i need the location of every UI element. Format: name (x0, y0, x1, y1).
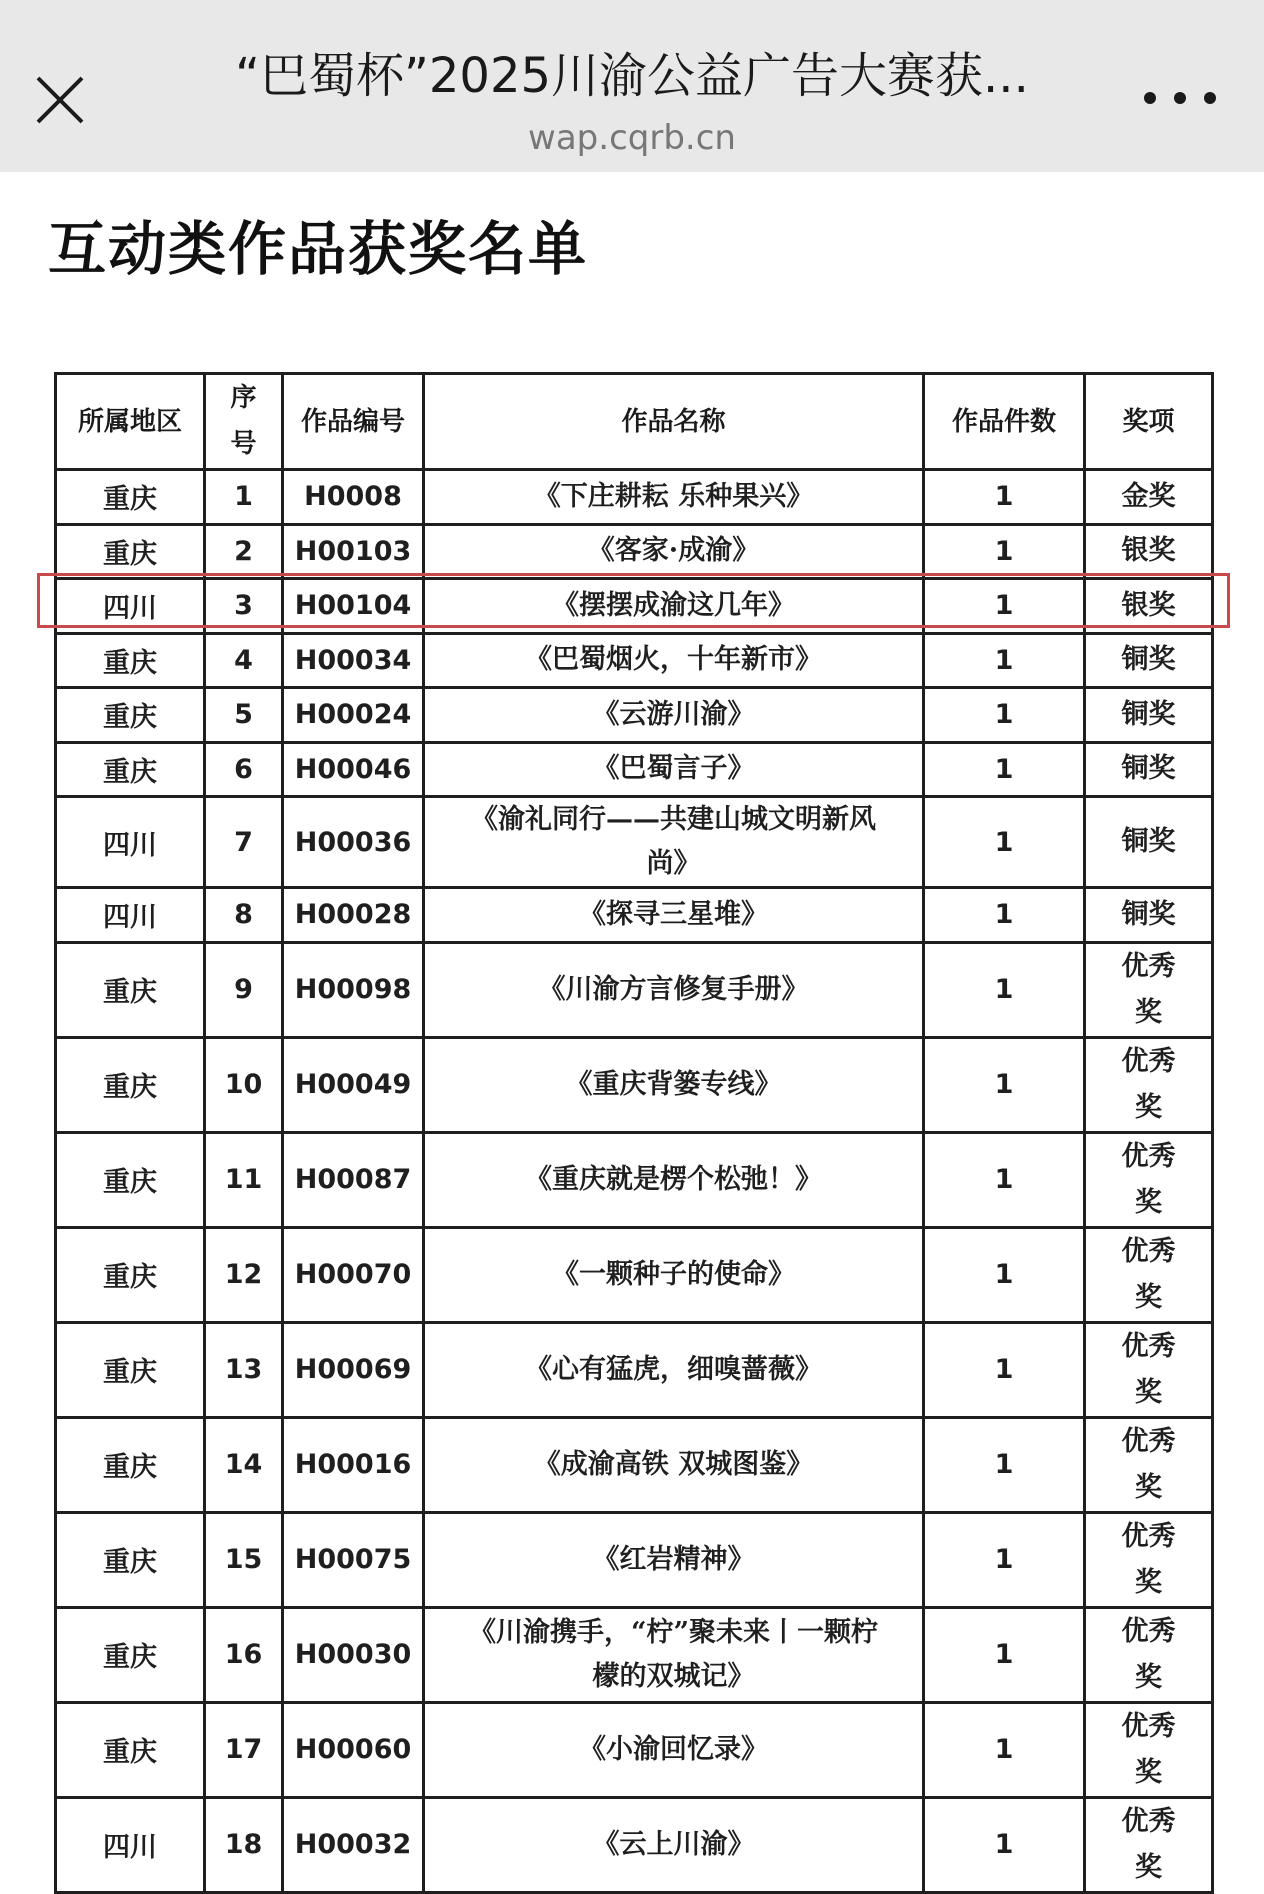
cell-region (56, 524, 205, 579)
cell-award-text: 铜奖 (1121, 698, 1176, 730)
cell-code-text: H00087 (294, 1164, 412, 1195)
cell-region (56, 1037, 205, 1132)
cell-title-text: 《川渝携手，“柠”聚未来丨一颗柠檬的双城记》 (468, 1616, 879, 1692)
cell-code (283, 888, 424, 943)
cell-serial (205, 1037, 283, 1132)
cell-award (1085, 688, 1213, 743)
cell-count-text: 1 (994, 1164, 1014, 1195)
cell-count (924, 688, 1085, 743)
cell-region (56, 470, 205, 525)
cell-region (56, 688, 205, 743)
cell-serial-text: 18 (224, 1829, 263, 1860)
cell-code-text: H00028 (294, 899, 412, 931)
cell-award (1085, 942, 1213, 1037)
cell-serial (205, 1417, 283, 1512)
awards-table (54, 372, 1214, 1894)
cell-title (424, 1702, 924, 1797)
cell-title (424, 579, 924, 634)
cell-award (1085, 797, 1213, 888)
cell-serial-text: 2 (234, 535, 253, 567)
cell-code-text: H00069 (294, 1354, 412, 1385)
cell-award-text: 优秀奖 (1121, 1710, 1176, 1788)
cell-region-text: 重庆 (103, 702, 157, 734)
cell-region-text: 重庆 (103, 1737, 157, 1768)
cell-count-text: 1 (994, 1639, 1014, 1670)
cell-title (424, 1132, 924, 1227)
cell-serial-text: 3 (234, 590, 253, 622)
cell-award (1085, 1322, 1213, 1417)
cell-code (283, 579, 424, 634)
cell-title (424, 470, 924, 525)
cell-count-text: 1 (994, 1354, 1014, 1385)
cell-serial (205, 1512, 283, 1607)
cell-region (56, 942, 205, 1037)
cell-count-text: 1 (994, 535, 1014, 567)
table-row (56, 942, 1213, 1037)
cell-serial-text: 7 (234, 826, 253, 858)
cell-serial-text: 9 (234, 974, 253, 1005)
cell-code-text: H00046 (294, 753, 412, 785)
header-code: 作品编号 (283, 374, 424, 470)
cell-award-text: 优秀奖 (1121, 1425, 1176, 1503)
cell-serial-text: 10 (224, 1069, 263, 1100)
cell-count-text: 1 (994, 826, 1014, 858)
cell-count (924, 1132, 1085, 1227)
cell-count-text: 1 (994, 974, 1014, 1005)
cell-region (56, 1227, 205, 1322)
cell-region-text: 重庆 (103, 1357, 157, 1388)
cell-region-text: 重庆 (103, 1072, 157, 1103)
cell-serial (205, 1227, 283, 1322)
cell-award-text: 铜奖 (1121, 753, 1176, 785)
cell-region (56, 888, 205, 943)
cell-region (56, 1132, 205, 1227)
browser-top-bar (0, 0, 1264, 172)
cell-region-text: 重庆 (103, 538, 157, 570)
cell-serial-text: 8 (234, 899, 253, 931)
cell-code (283, 1322, 424, 1417)
cell-count-text: 1 (994, 1544, 1014, 1575)
cell-award (1085, 1607, 1213, 1702)
cell-region-text: 重庆 (103, 1642, 157, 1673)
cell-serial-text: 11 (224, 1164, 263, 1195)
cell-code (283, 797, 424, 888)
cell-serial-text: 16 (224, 1639, 263, 1670)
cell-title (424, 1417, 924, 1512)
cell-code-text: H00016 (294, 1449, 412, 1480)
cell-region-text: 重庆 (103, 1167, 157, 1198)
cell-award (1085, 1132, 1213, 1227)
header-award: 奖项 (1085, 374, 1213, 470)
cell-serial (205, 797, 283, 888)
more-dot (1174, 92, 1186, 104)
table-row (56, 1322, 1213, 1417)
cell-count (924, 633, 1085, 688)
cell-award (1085, 742, 1213, 797)
cell-award-text: 金奖 (1121, 480, 1176, 512)
cell-region (56, 1417, 205, 1512)
cell-region (56, 1322, 205, 1417)
close-icon[interactable] (30, 62, 90, 134)
cell-serial (205, 1322, 283, 1417)
cell-award-text: 优秀奖 (1121, 1140, 1176, 1218)
cell-title-text: 《巴蜀烟火，十年新市》 (525, 644, 822, 676)
cell-count (924, 797, 1085, 888)
cell-title (424, 1322, 924, 1417)
cell-award (1085, 1417, 1213, 1512)
table-row (56, 688, 1213, 743)
table-row (56, 579, 1213, 634)
cell-region-text: 重庆 (103, 977, 157, 1008)
cell-serial (205, 888, 283, 943)
page-domain: wap.cqrb.cn (528, 118, 736, 158)
cell-count-text: 1 (994, 1069, 1014, 1100)
cell-count-text: 1 (994, 1259, 1014, 1290)
cell-count (924, 942, 1085, 1037)
cell-code-text: H00024 (294, 699, 412, 731)
cell-region-text: 重庆 (103, 756, 157, 788)
cell-code (283, 1702, 424, 1797)
cell-region (56, 797, 205, 888)
cell-count (924, 579, 1085, 634)
header-region: 所属地区 (56, 374, 205, 470)
cell-award-text: 优秀奖 (1121, 1330, 1176, 1408)
cell-region-text: 重庆 (103, 1262, 157, 1293)
cell-title (424, 1037, 924, 1132)
cell-serial (205, 1132, 283, 1227)
table-row (56, 470, 1213, 525)
cell-code-text: H00032 (294, 1829, 412, 1860)
cell-code (283, 942, 424, 1037)
cell-serial-text: 15 (224, 1544, 263, 1575)
cell-award-text: 优秀奖 (1121, 1615, 1176, 1693)
cell-award-text: 银奖 (1121, 535, 1176, 567)
cell-code (283, 1037, 424, 1132)
cell-award-text: 银奖 (1121, 589, 1176, 621)
cell-region-text: 四川 (103, 902, 157, 934)
cell-region (56, 742, 205, 797)
cell-serial (205, 579, 283, 634)
cell-count (924, 1607, 1085, 1702)
table-row (56, 1227, 1213, 1322)
cell-code-text: H00070 (294, 1259, 412, 1290)
cell-code (283, 1512, 424, 1607)
cell-award (1085, 633, 1213, 688)
cell-title-text: 《川渝方言修复手册》 (538, 973, 809, 1005)
cell-count (924, 1227, 1085, 1322)
table-row (56, 633, 1213, 688)
cell-award (1085, 1037, 1213, 1132)
cell-count (924, 1512, 1085, 1607)
cell-award (1085, 888, 1213, 943)
more-dot (1144, 92, 1156, 104)
table-row (56, 1512, 1213, 1607)
cell-region-text: 重庆 (103, 484, 157, 516)
cell-code-text: H00030 (294, 1639, 412, 1670)
header-serial-text: 序号 (230, 383, 257, 459)
cell-count (924, 524, 1085, 579)
cell-serial (205, 742, 283, 797)
cell-title-text: 《红岩精神》 (592, 1543, 755, 1575)
cell-region-text: 重庆 (103, 1547, 157, 1578)
cell-title-text: 《探寻三星堆》 (579, 898, 768, 930)
cell-code-text: H00075 (294, 1544, 412, 1575)
cell-award (1085, 1512, 1213, 1607)
cell-serial (205, 1797, 283, 1892)
table-row (56, 1417, 1213, 1512)
cell-region (56, 1512, 205, 1607)
cell-serial-text: 4 (234, 644, 253, 676)
cell-code (283, 1417, 424, 1512)
cell-serial (205, 942, 283, 1037)
cell-count-text: 1 (994, 1734, 1014, 1765)
cell-title-text: 《重庆背篓专线》 (565, 1068, 782, 1100)
cell-serial (205, 470, 283, 525)
cell-title-text: 《渝礼同行——共建山城文明新风尚》 (471, 804, 876, 879)
cell-code (283, 1132, 424, 1227)
cell-title (424, 1607, 924, 1702)
cell-region-text: 重庆 (103, 1452, 157, 1483)
cell-region-text: 四川 (103, 1832, 157, 1863)
cell-serial-text: 13 (224, 1354, 263, 1385)
header-title: 作品名称 (424, 374, 924, 470)
cell-region-text: 四川 (103, 829, 157, 861)
cell-title (424, 1512, 924, 1607)
cell-code-text: H00060 (294, 1734, 412, 1765)
cell-award (1085, 579, 1213, 634)
table-row (56, 524, 1213, 579)
cell-count-text: 1 (994, 899, 1014, 931)
cell-award (1085, 1702, 1213, 1797)
cell-title-text: 《心有猛虎，细嗅蔷薇》 (525, 1353, 822, 1385)
cell-code-text: H00034 (294, 644, 412, 676)
cell-award-text: 优秀奖 (1121, 950, 1176, 1028)
cell-award (1085, 1227, 1213, 1322)
table-row (56, 742, 1213, 797)
cell-title (424, 524, 924, 579)
cell-serial (205, 1607, 283, 1702)
cell-serial-text: 14 (224, 1449, 263, 1480)
cell-award (1085, 470, 1213, 525)
cell-serial-text: 12 (224, 1259, 263, 1290)
cell-serial (205, 633, 283, 688)
cell-code-text: H00098 (294, 974, 412, 1005)
cell-count (924, 1797, 1085, 1892)
cell-serial (205, 688, 283, 743)
table-row (56, 1037, 1213, 1132)
cell-title-text: 《成渝高铁 双城图鉴》 (533, 1448, 814, 1480)
cell-award-text: 铜奖 (1121, 898, 1176, 930)
cell-serial-text: 1 (234, 481, 253, 513)
cell-region-text: 重庆 (103, 647, 157, 679)
cell-count (924, 1037, 1085, 1132)
cell-count-text: 1 (994, 1449, 1014, 1480)
cell-serial (205, 1702, 283, 1797)
table-row (56, 1607, 1213, 1702)
cell-title (424, 942, 924, 1037)
cell-region-text: 四川 (103, 593, 157, 625)
cell-title-text: 《云上川渝》 (592, 1828, 755, 1860)
cell-code-text: H00104 (294, 590, 412, 622)
cell-count-text: 1 (994, 699, 1014, 731)
cell-title (424, 1227, 924, 1322)
cell-count-text: 1 (994, 590, 1014, 622)
cell-count-text: 1 (994, 753, 1014, 785)
cell-title-text: 《客家·成渝》 (587, 535, 760, 567)
cell-count-text: 1 (994, 1829, 1014, 1860)
cell-code-text: H00103 (294, 535, 412, 567)
cell-count (924, 888, 1085, 943)
cell-count-text: 1 (994, 481, 1014, 513)
cell-award-text: 优秀奖 (1121, 1520, 1176, 1598)
cell-title-text: 《下庄耕耘 乐种果兴》 (533, 480, 814, 512)
cell-title (424, 742, 924, 797)
cell-award-text: 优秀奖 (1121, 1805, 1176, 1883)
cell-count-text: 1 (994, 644, 1014, 676)
cell-code (283, 1797, 424, 1892)
cell-title (424, 688, 924, 743)
cell-region (56, 579, 205, 634)
cell-region (56, 633, 205, 688)
cell-serial-text: 6 (234, 753, 253, 785)
cell-code (283, 1227, 424, 1322)
cell-award-text: 优秀奖 (1121, 1235, 1176, 1313)
cell-title (424, 1797, 924, 1892)
cell-code-text: H00049 (294, 1069, 412, 1100)
table-row (56, 1132, 1213, 1227)
table-row (56, 797, 1213, 888)
cell-title-text: 《云游川渝》 (592, 698, 755, 730)
cell-region (56, 1607, 205, 1702)
table-header-row (56, 374, 1213, 470)
cell-count (924, 742, 1085, 797)
cell-title (424, 888, 924, 943)
cell-count (924, 1322, 1085, 1417)
cell-title (424, 797, 924, 888)
cell-award (1085, 524, 1213, 579)
cell-code (283, 633, 424, 688)
cell-title-text: 《一颗种子的使命》 (552, 1258, 795, 1290)
table-row (56, 1797, 1213, 1892)
cell-code-text: H00036 (294, 826, 412, 858)
cell-title-text: 《巴蜀言子》 (592, 753, 755, 785)
cell-title-text: 《摆摆成渝这几年》 (552, 589, 795, 621)
section-heading: 互动类作品获奖名单 (48, 215, 589, 283)
cell-count (924, 1702, 1085, 1797)
cell-region (56, 1797, 205, 1892)
cell-award-text: 优秀奖 (1121, 1045, 1176, 1123)
cell-code (283, 470, 424, 525)
cell-code-text: H0008 (304, 481, 402, 513)
cell-title-text: 《小渝回忆录》 (579, 1733, 768, 1765)
header-count: 作品件数 (924, 374, 1085, 470)
cell-code (283, 524, 424, 579)
cell-region (56, 1702, 205, 1797)
cell-award-text: 铜奖 (1121, 644, 1176, 676)
cell-title (424, 633, 924, 688)
header-serial (205, 374, 283, 470)
cell-code (283, 1607, 424, 1702)
cell-award (1085, 1797, 1213, 1892)
table-row (56, 1702, 1213, 1797)
cell-code (283, 742, 424, 797)
more-dot (1204, 92, 1216, 104)
more-icon[interactable] (1140, 72, 1220, 122)
cell-title-text: 《重庆就是楞个松弛！》 (525, 1163, 822, 1195)
cell-serial-text: 17 (224, 1734, 263, 1765)
cell-award-text: 铜奖 (1121, 826, 1176, 857)
cell-count (924, 470, 1085, 525)
cell-serial (205, 524, 283, 579)
table-row (56, 888, 1213, 943)
cell-count (924, 1417, 1085, 1512)
page-title: “巴蜀杯”2025川渝公益广告大赛获... (235, 48, 1029, 104)
cell-serial-text: 5 (234, 699, 253, 731)
cell-code (283, 688, 424, 743)
